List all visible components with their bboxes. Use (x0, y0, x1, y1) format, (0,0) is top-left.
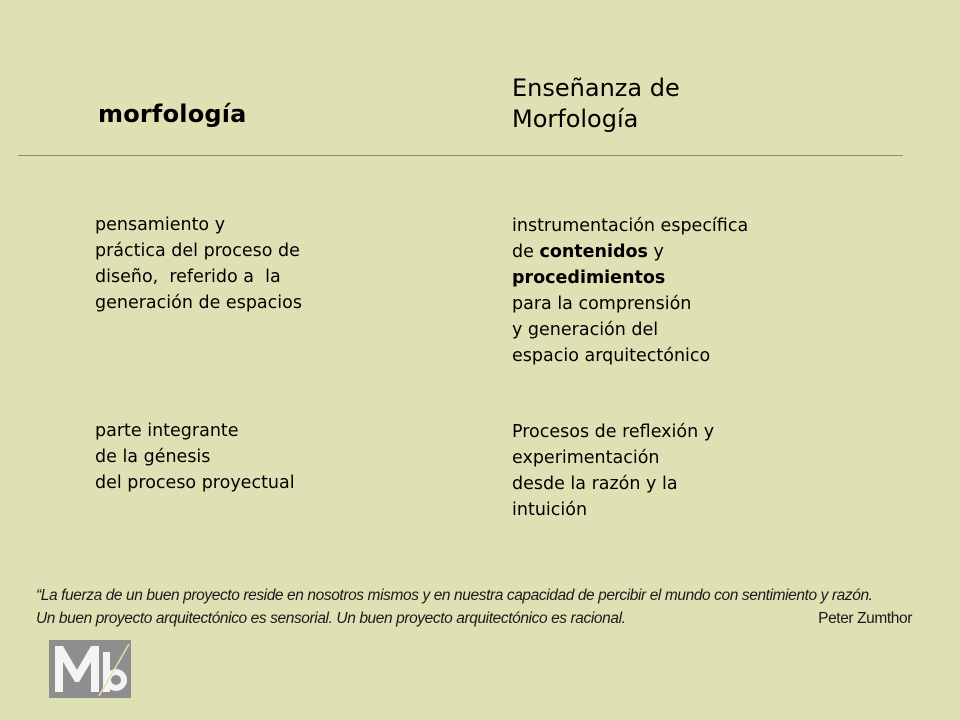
text-contenidos: contenidos (539, 242, 648, 262)
left-block-1-line: generación de espacios (95, 293, 302, 313)
left-text-block-1 (95, 212, 302, 316)
divider-line (18, 155, 903, 156)
quote-line-2: Un buen proyecto arquitectónico es sensorial. Un buen proyecto arquitectónico es racional. (36, 610, 626, 627)
text-procedimientos: procedimientos (512, 268, 666, 288)
heading-ensenanza-line1: Enseñanza de (512, 74, 680, 102)
heading-ensenanza-line2: Morfología (512, 105, 639, 133)
mb-logo-icon (49, 640, 131, 698)
right-block-2-line: desde la razón y la (512, 474, 678, 494)
left-block-1-line: práctica del proceso de (95, 241, 300, 261)
quote-line-2-wrap (36, 607, 916, 630)
left-text-block-2 (95, 418, 295, 496)
right-block-1-line: instrumentación específica (512, 216, 749, 236)
left-block-2-line: del proceso proyectual (95, 473, 295, 493)
right-text-block-1 (512, 213, 748, 369)
text-de: de (512, 242, 540, 262)
left-block-1-line: pensamiento y (95, 215, 226, 235)
right-block-1-line: y generación del (512, 320, 659, 340)
right-block-2-line: intuición (512, 500, 588, 520)
right-block-1-line (512, 265, 748, 291)
left-block-2-line: parte integrante (95, 421, 239, 441)
heading-ensenanza (512, 73, 680, 135)
quote-author: Peter Zumthor (818, 610, 912, 627)
text-y: y (647, 242, 664, 262)
left-block-2-line: de la génesis (95, 447, 211, 467)
zumthor-quote (36, 584, 916, 630)
heading-morfologia: morfología (98, 100, 247, 128)
right-block-1-line: espacio arquitectónico (512, 346, 711, 366)
right-text-block-2 (512, 419, 714, 523)
right-block-1-line: para la comprensión (512, 294, 692, 314)
right-block-2-line: experimentación (512, 448, 660, 468)
right-block-1-line (512, 239, 748, 265)
right-block-2-line: Procesos de reflexión y (512, 422, 715, 442)
left-block-1-line: diseño, referido a la (95, 267, 281, 287)
quote-line-1: “La fuerza de un buen proyecto reside en nosotros mismos y en nuestra capacidad de percibir el mundo con sentimiento y razón. (36, 587, 873, 604)
